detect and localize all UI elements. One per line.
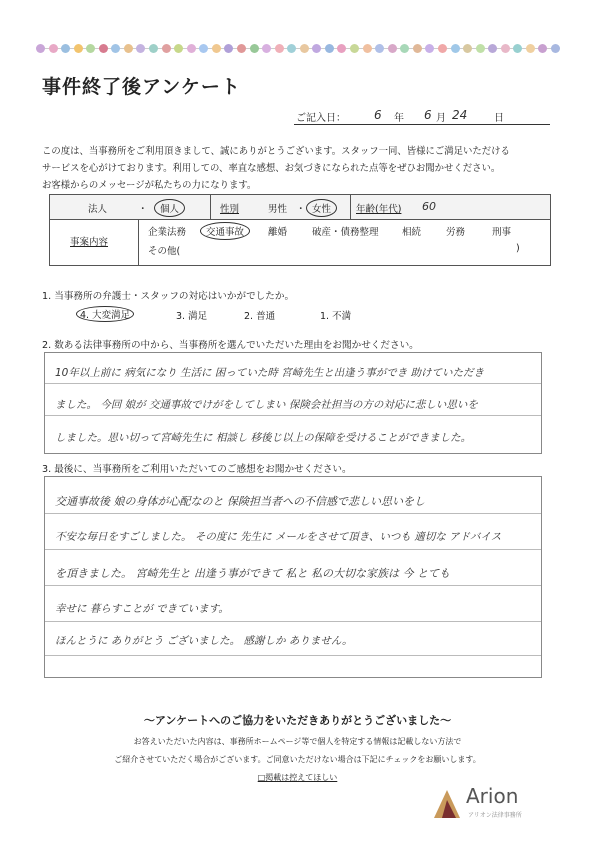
decorative-dot xyxy=(162,44,171,53)
client-info-table xyxy=(49,194,551,266)
decorative-dot xyxy=(61,44,70,53)
date-year-value[interactable]: 6 xyxy=(374,108,382,122)
decorative-dot xyxy=(174,44,183,53)
decorative-dot xyxy=(124,44,133,53)
decorative-dot xyxy=(237,44,246,53)
decorative-dot xyxy=(451,44,460,53)
decorative-dot xyxy=(312,44,321,53)
divider xyxy=(210,195,211,219)
decorative-dot xyxy=(36,44,45,53)
q3-answer-line: を頂きました。 宮崎先生と 出逢う事ができて 私と 私の大切な家族は 今 とても xyxy=(55,567,450,580)
decorative-dot xyxy=(438,44,447,53)
decorative-dot xyxy=(538,44,547,53)
case-criminal[interactable]: 刑事 xyxy=(492,227,512,238)
decorative-dot xyxy=(513,44,522,53)
q1-option-dissatisfied[interactable]: 1. 不満 xyxy=(320,311,352,322)
gender-male-option[interactable]: 男性 xyxy=(268,204,288,215)
q2-answer-box[interactable] xyxy=(44,352,542,454)
intro-line: サービスを心がけております。利用しての、率直な感想、お気づきになられた点等をぜひお聞かせください。 xyxy=(42,163,501,174)
arion-logo xyxy=(430,784,550,824)
date-day-value[interactable]: 24 xyxy=(452,108,468,122)
case-inheritance[interactable]: 相続 xyxy=(402,227,422,238)
q3-answer-line: ほんとうに ありがとう ございました。 感謝しか ありません。 xyxy=(55,635,353,647)
separator-dot: ・ xyxy=(296,204,306,215)
gender-label: 性別 xyxy=(220,204,240,215)
decorative-dot xyxy=(375,44,384,53)
date-day-unit: 日 xyxy=(494,113,504,124)
decorative-dot xyxy=(501,44,510,53)
date-year-unit: 年 xyxy=(394,113,404,124)
decorative-dot xyxy=(363,44,372,53)
case-traffic-accident-circled[interactable]: 交通事故 xyxy=(200,222,250,240)
case-bankruptcy[interactable]: 破産・債務整理 xyxy=(312,227,379,238)
ruled-line xyxy=(45,621,541,622)
divider xyxy=(350,195,351,219)
q1-option-normal[interactable]: 2. 普通 xyxy=(244,311,276,322)
decorative-dot xyxy=(149,44,158,53)
thank-you-title: ～アンケートへのご協力をいただきありがとうございました～ xyxy=(143,714,452,727)
ruled-line xyxy=(45,415,541,416)
decorative-dot xyxy=(136,44,145,53)
case-divorce[interactable]: 離婚 xyxy=(268,227,288,238)
logo-subtitle: アリオン法律事務所 xyxy=(468,812,522,819)
age-value[interactable]: 60 xyxy=(422,200,436,213)
decorative-dot xyxy=(86,44,95,53)
footer-note-1: お答えいただいた内容は、事務所ホームページ等で個人を特定する情報は記載しない方法で xyxy=(133,737,462,746)
decorative-dot xyxy=(413,44,422,53)
decorative-dot xyxy=(262,44,271,53)
decorative-dot xyxy=(212,44,221,53)
page-title: 事件終了後アンケート xyxy=(42,76,241,98)
date-label: ご記入日： xyxy=(296,113,346,124)
decorative-dot xyxy=(111,44,120,53)
ruled-line xyxy=(45,549,541,550)
q3-answer-line: 幸せに 暮らすことが できています。 xyxy=(55,603,229,615)
decorative-dot xyxy=(74,44,83,53)
arion-logo-icon xyxy=(430,786,464,820)
question-1: 1. 当事務所の弁護士・スタッフの対応はいかがでしたか。 xyxy=(42,291,295,302)
decorative-dot xyxy=(199,44,208,53)
logo-name: Arion xyxy=(466,784,519,808)
age-label: 年齢(年代) xyxy=(356,204,402,215)
decorative-dot xyxy=(400,44,409,53)
case-labor[interactable]: 労務 xyxy=(446,227,466,238)
date-row xyxy=(296,109,546,125)
q2-answer-line: しました。思い切って宮崎先生に 相談し 移後じ以上の保障を受けることができました。 xyxy=(55,432,472,444)
decorative-dot xyxy=(463,44,472,53)
decorative-dot xyxy=(526,44,535,53)
gender-female-option-circled[interactable]: 女性 xyxy=(306,199,337,217)
question-2: 2. 数ある法律事務所の中から、当事務所を選んでいただいた理由をお聞かせください。 xyxy=(42,340,419,351)
decorative-dot xyxy=(488,44,497,53)
decorative-dot xyxy=(187,44,196,53)
decorative-dot xyxy=(224,44,233,53)
question-3: 3. 最後に、当事務所をご利用いただいてのご感想をお聞かせください。 xyxy=(42,464,352,475)
kojin-option-circled[interactable]: 個人 xyxy=(154,199,185,217)
decorative-dot xyxy=(337,44,346,53)
no-publish-checkbox[interactable]: □掲載は控えてほしい xyxy=(257,773,338,782)
ruled-line xyxy=(45,383,541,384)
intro-text xyxy=(42,143,562,194)
houjin-option[interactable]: 法人 xyxy=(88,204,108,215)
decorative-dot xyxy=(49,44,58,53)
case-other-close: ) xyxy=(516,243,520,254)
decorative-dot xyxy=(99,44,108,53)
ruled-line xyxy=(45,513,541,514)
q3-answer-line: 交通事故後 娘の身体が心配なのと 保険担当者への不信感で悲しい思いをし xyxy=(55,495,425,508)
case-type-label: 事案内容 xyxy=(70,237,109,248)
decorative-dot xyxy=(287,44,296,53)
divider xyxy=(138,220,139,265)
decorative-dot xyxy=(350,44,359,53)
decorative-dot xyxy=(551,44,560,53)
q3-answer-box[interactable] xyxy=(44,476,542,678)
decorative-dot xyxy=(250,44,259,53)
decorative-dot xyxy=(425,44,434,53)
decorative-dot xyxy=(300,44,309,53)
q1-option-satisfied[interactable]: 3. 満足 xyxy=(176,311,208,322)
q1-option-very-satisfied-circled[interactable]: 4. 大変満足 xyxy=(76,306,134,322)
decorative-dot xyxy=(325,44,334,53)
decorative-dots xyxy=(40,44,560,56)
ruled-line xyxy=(45,585,541,586)
decorative-dot xyxy=(388,44,397,53)
separator-dot: ・ xyxy=(138,204,148,215)
q2-answer-line: 10年以上前に 病気になり 生活に 困っていた時 宮崎先生と出逢う事ができ 助けていただき xyxy=(55,367,485,379)
q2-answer-line: ました。 今回 娘が 交通事故でけがをしてしまい 保険会社担当の方の対応に悲しい思いを xyxy=(55,399,478,411)
info-row-basic xyxy=(50,195,550,220)
intro-line: この度は、当事務所をご利用頂きまして、誠にありがとうございます。スタッフ一同、皆様にご満足いただける xyxy=(42,146,510,157)
case-corporate[interactable]: 企業法務 xyxy=(148,227,187,238)
decorative-dot xyxy=(476,44,485,53)
intro-line: お客様からのメッセージが私たちの力になります。 xyxy=(42,180,257,191)
date-month-unit: 月 xyxy=(436,113,446,124)
footer-note-2: ご紹介させていただく場合がございます。ご同意いただけない場合は下記にチェックをお願いします。 xyxy=(114,755,481,764)
ruled-line xyxy=(45,655,541,656)
info-row-case xyxy=(50,220,550,265)
decorative-dot xyxy=(275,44,284,53)
case-other-label[interactable]: その他( xyxy=(148,246,181,257)
q3-answer-line: 不安な毎日をすごしました。 その度に 先生に メールをさせて頂き、いつも 適切な アドバイス xyxy=(55,531,502,543)
date-month-value[interactable]: 6 xyxy=(424,108,432,122)
